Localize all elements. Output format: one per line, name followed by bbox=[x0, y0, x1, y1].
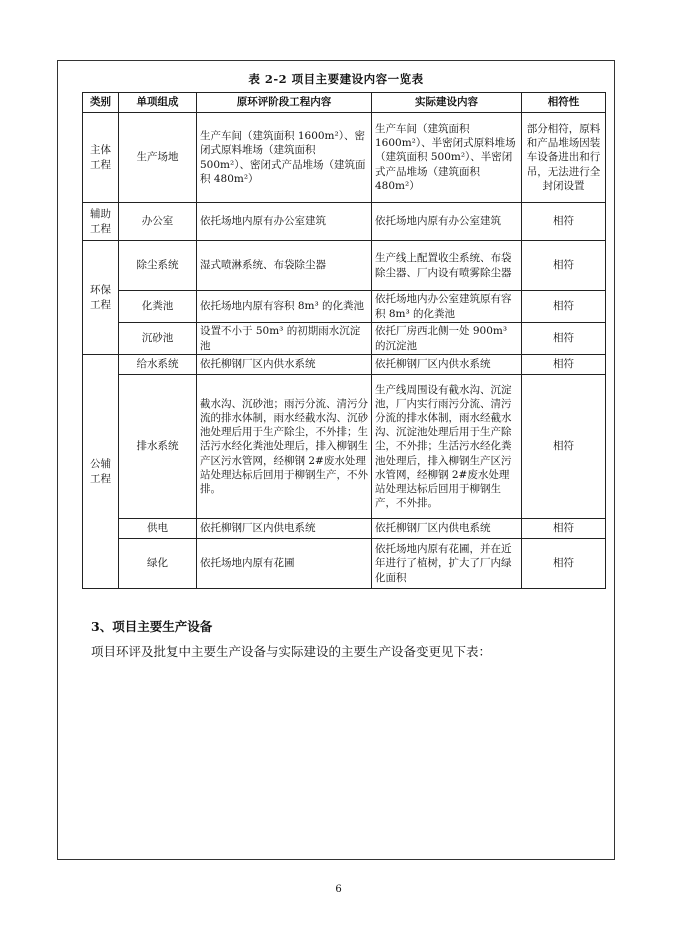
item-cell: 办公室 bbox=[119, 203, 197, 241]
actual-cell: 生产线周围设有截水沟、沉淀池，厂内实行雨污分流、清污分流的排水体制，雨水经截水沟、沉淀池处理后用于生产除尘，不外排；生活污水经化粪池处理后，排入柳钢生产区污水管网，经柳钢 2#废水处理站处理达标后回用于柳钢生产，不外排。 bbox=[372, 375, 522, 519]
table-row bbox=[83, 539, 606, 589]
category-cell: 主体工程 bbox=[83, 113, 119, 203]
table-row bbox=[83, 323, 606, 355]
table-row bbox=[83, 355, 606, 375]
construction-content-table bbox=[82, 92, 606, 589]
item-cell: 供电 bbox=[119, 519, 197, 539]
actual-cell: 依托场地内原有办公室建筑 bbox=[372, 203, 522, 241]
original-cell: 依托柳钢厂区内供电系统 bbox=[197, 519, 372, 539]
original-cell: 依托柳钢厂区内供水系统 bbox=[197, 355, 372, 375]
item-cell: 沉砂池 bbox=[119, 323, 197, 355]
category-cell: 环保工程 bbox=[83, 241, 119, 355]
original-cell: 生产车间（建筑面积 1600m²）、密闭式原料堆场（建筑面积 500m²）、密闭式产品堆场（建筑面积 480m²） bbox=[197, 113, 372, 203]
original-cell: 依托场地内原有办公室建筑 bbox=[197, 203, 372, 241]
item-cell: 除尘系统 bbox=[119, 241, 197, 291]
section-paragraph: 项目环评及批复中主要生产设备与实际建设的主要生产设备变更见下表： bbox=[91, 644, 492, 659]
original-cell: 依托场地内原有花圃 bbox=[197, 539, 372, 589]
table-row bbox=[83, 113, 606, 203]
conformity-cell: 相符 bbox=[522, 375, 606, 519]
page-number: 6 bbox=[335, 884, 342, 895]
conformity-cell: 相符 bbox=[522, 291, 606, 323]
item-cell: 化粪池 bbox=[119, 291, 197, 323]
conformity-cell: 相符 bbox=[522, 203, 606, 241]
original-cell: 依托场地内原有容积 8m³ 的化粪池 bbox=[197, 291, 372, 323]
header-item: 单项组成 bbox=[119, 93, 197, 113]
header-actual: 实际建设内容 bbox=[372, 93, 522, 113]
actual-cell: 依托柳钢厂区内供电系统 bbox=[372, 519, 522, 539]
item-cell: 给水系统 bbox=[119, 355, 197, 375]
table-row bbox=[83, 519, 606, 539]
table-header-row bbox=[83, 93, 606, 113]
header-original: 原环评阶段工程内容 bbox=[197, 93, 372, 113]
category-cell: 公辅工程 bbox=[83, 355, 119, 589]
actual-cell: 生产线上配置收尘系统、布袋除尘器、厂内设有喷雾除尘器 bbox=[372, 241, 522, 291]
original-cell: 湿式喷淋系统、布袋除尘器 bbox=[197, 241, 372, 291]
actual-cell: 依托柳钢厂区内供水系统 bbox=[372, 355, 522, 375]
table-row bbox=[83, 241, 606, 291]
actual-cell: 依托场地内原有花圃，并在近年进行了植树，扩大了厂内绿化面积 bbox=[372, 539, 522, 589]
section-heading: 3、项目主要生产设备 bbox=[91, 619, 213, 634]
category-cell: 辅助工程 bbox=[83, 203, 119, 241]
original-cell: 截水沟、沉砂池；雨污分流、清污分流的排水体制，雨水经截水沟、沉砂池处理后用于生产除尘，不外排；生活污水经化粪池处理后，排入柳钢生产区污水管网，经柳钢 2#废水处理站处理达标后回用于柳钢生产，不外排。 bbox=[197, 375, 372, 519]
header-category: 类别 bbox=[83, 93, 119, 113]
item-cell: 生产场地 bbox=[119, 113, 197, 203]
conformity-cell: 相符 bbox=[522, 241, 606, 291]
conformity-cell: 部分相符，原料和产品堆场因装车设备进出和行吊，无法进行全封闭设置 bbox=[522, 113, 606, 203]
table-row bbox=[83, 291, 606, 323]
conformity-cell: 相符 bbox=[522, 519, 606, 539]
item-cell: 绿化 bbox=[119, 539, 197, 589]
header-conformity: 相符性 bbox=[522, 93, 606, 113]
actual-cell: 依托厂房西北侧一处 900m³ 的沉淀池 bbox=[372, 323, 522, 355]
actual-cell: 依托场地内办公室建筑原有容积 8m³ 的化粪池 bbox=[372, 291, 522, 323]
item-cell: 排水系统 bbox=[119, 375, 197, 519]
conformity-cell: 相符 bbox=[522, 323, 606, 355]
table-caption: 表 2-2 项目主要建设内容一览表 bbox=[248, 72, 424, 86]
conformity-cell: 相符 bbox=[522, 539, 606, 589]
conformity-cell: 相符 bbox=[522, 355, 606, 375]
actual-cell: 生产车间（建筑面积 1600m²）、半密闭式原料堆场（建筑面积 500m²）、半密闭式产品堆场（建筑面积 480m²） bbox=[372, 113, 522, 203]
table-row bbox=[83, 203, 606, 241]
table-row bbox=[83, 375, 606, 519]
original-cell: 设置不小于 50m³ 的初期雨水沉淀池 bbox=[197, 323, 372, 355]
